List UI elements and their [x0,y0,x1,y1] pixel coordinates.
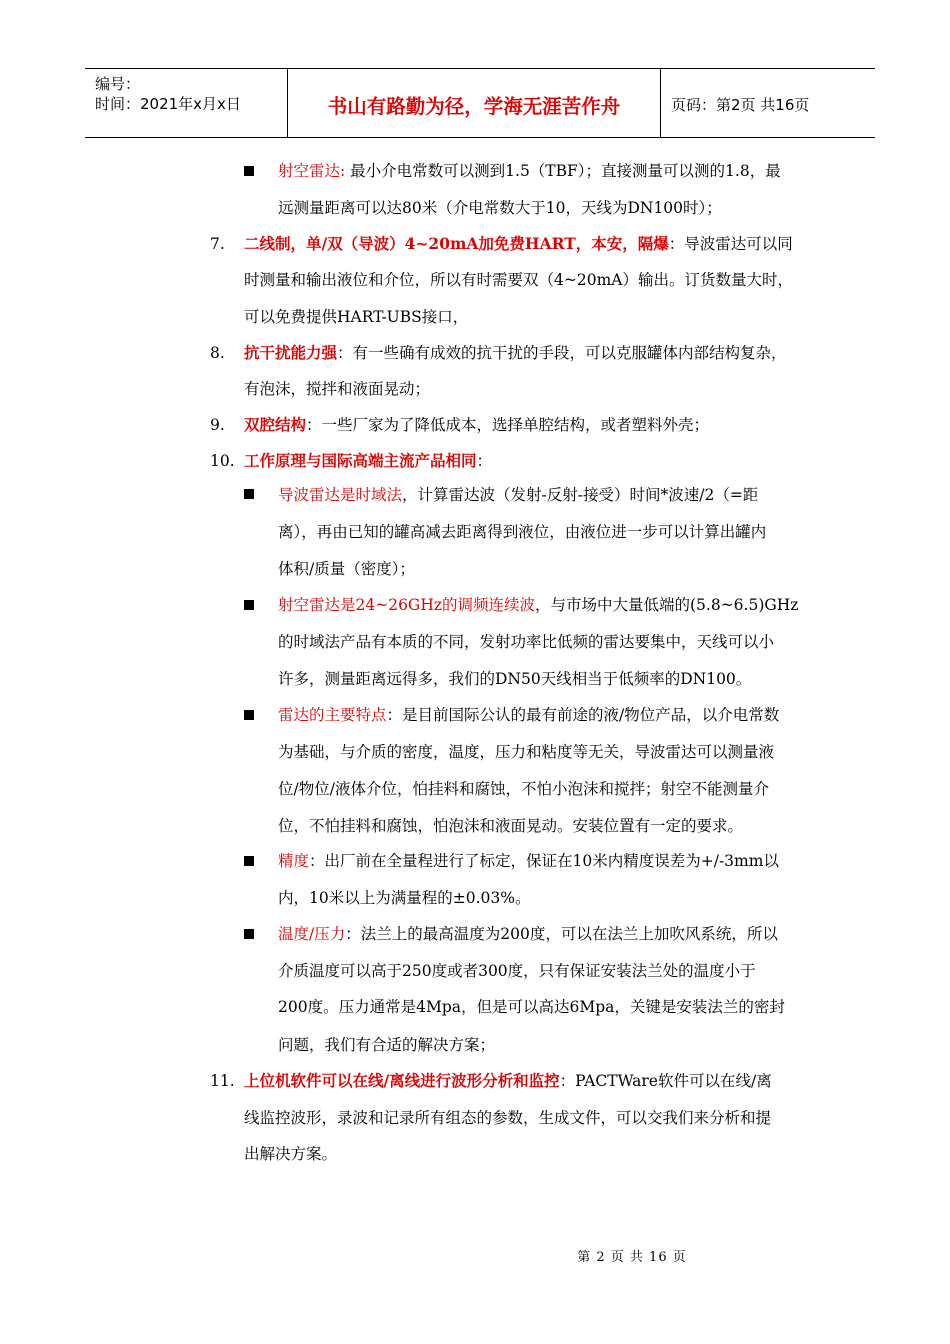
body-line: 射空雷达: 最小介电常数可以测到1.5（TBF）；直接测量可以测的1.8，最 [278,162,781,180]
body-line: 抗干扰能力强：有一些确有成效的抗干扰的手段，可以克服罐体内部结构复杂， [244,343,787,362]
body-line: 双腔结构：一些厂家为了降低成本，选择单腔结构，或者塑料外壳； [244,415,710,434]
bullet-square-icon [244,489,254,499]
bullet-square-icon [244,600,254,610]
header-page-cell [661,69,875,137]
bullet-square-icon [244,710,254,720]
time-label: 时间：2021年x月x日 [95,95,241,113]
body-line: 为基础，与介质的密度，温度，压力和粘度等无关，导波雷达可以测量液 [278,743,775,761]
body-line: 介质温度可以高于250度或者300度，只有保证安装法兰处的温度小于 [278,962,756,980]
body-line: 离），再由已知的罐高减去距离得到液位，由液位进一步可以计算出罐内 [278,523,767,541]
bullet-square-icon [244,856,254,866]
body-line: 雷达的主要特点：是目前国际公认的最有前途的液/物位产品，以介电常数 [278,706,780,724]
item-number-9: 9. [210,416,225,434]
body-line: 许多，测量距离远得多，我们的DN50天线相当于低频率的DN100。 [278,670,752,688]
body-line: 内，10米以上为满量程的±0.03%。 [278,889,531,907]
serial-label: 编号： [95,75,141,93]
body-line: 有泡沫，搅拌和液面晃动； [244,380,431,398]
body-line: 可以免费提供HART-UBS接口， [244,308,469,326]
page-footer: 第 2 页 共 16 页 [577,1250,687,1265]
body-line: 工作原理与国际高端主流产品相同： [244,451,493,470]
header-info-cell [85,69,288,137]
item-number-7: 7. [210,235,225,253]
item-number-8: 8. [210,344,225,362]
body-line: 远测量距离可以达80米（介电常数大于10，天线为DN100时）； [278,199,722,217]
page-header [85,68,875,138]
bullet-square-icon [244,929,254,939]
body-line: 射空雷达是24~26GHz的调频连续波，与市场中大量低端的(5.8~6.5)GHz [278,596,799,614]
body-line: 出解决方案。 [244,1145,338,1163]
body-line: 的时域法产品有本质的不同，发射功率比低频的雷达要集中，天线可以小 [278,633,775,651]
body-line: 温度/压力：法兰上的最高温度为200度，可以在法兰上加吹风系统，所以 [278,925,778,943]
body-line: 位，不怕挂料和腐蚀，怕泡沫和液面晃动。安装位置有一定的要求。 [278,817,744,835]
body-line: 导波雷达是时域法，计算雷达波（发射-反射-接受）时间*波速/2（=距 [278,486,759,504]
body-line: 200度。压力通常是4Mpa，但是可以高达6Mpa，关键是安装法兰的密封 [278,998,785,1016]
body-line: 上位机软件可以在线/离线进行波形分析和监控：PACTWare软件可以在线/离 [244,1071,772,1090]
item-number-11: 11. [210,1072,235,1090]
header-motto: 书山有路勤为径，学海无涯苦作舟 [327,95,621,118]
body-line: 精度：出厂前在全量程进行了标定，保证在10米内精度误差为+/-3mm以 [278,852,779,870]
header-page-number: 页码：第2页 共16页 [671,96,810,114]
body-line: 位/物位/液体介位，怕挂料和腐蚀，不怕小泡沫和搅拌；射空不能测量介 [278,780,769,798]
bullet-square-icon [244,166,254,176]
body-line: 时测量和输出液位和介位，所以有时需要双（4~20mA）输出。订货数量大时， [244,271,793,289]
header-motto-cell [288,69,661,137]
item-number-10: 10. [210,452,235,470]
body-line: 线监控波形，录波和记录所有组态的参数，生成文件，可以交我们来分析和提 [244,1109,772,1127]
body-line: 问题，我们有合适的解决方案； [278,1036,496,1054]
body-line: 二线制，单/双（导波）4~20mA加免费HART，本安，隔爆：导波雷达可以同 [244,234,793,253]
body-line: 体积/质量（密度）； [278,560,415,578]
